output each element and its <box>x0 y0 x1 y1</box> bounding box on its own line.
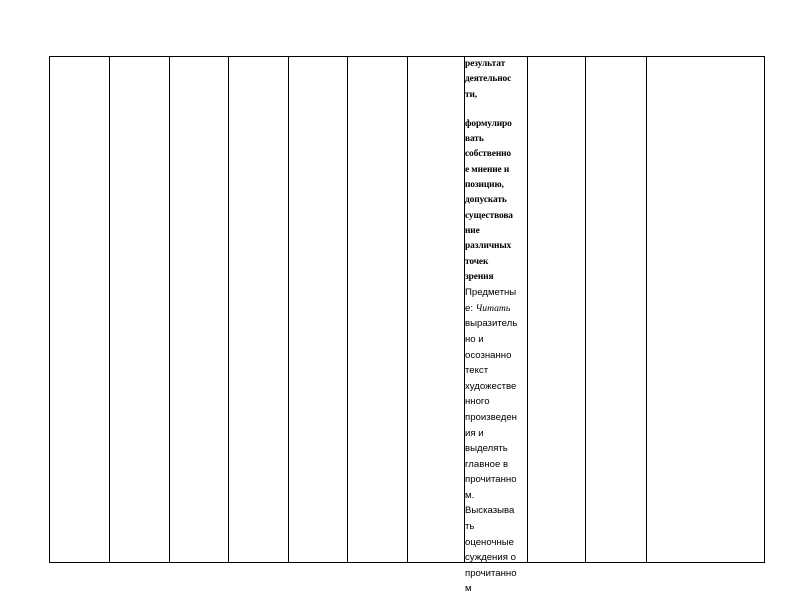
cell-line: ть <box>465 521 475 533</box>
cell-line: осознанно <box>465 349 512 361</box>
cell-text-block-2 <box>465 117 527 285</box>
column-divider <box>527 56 528 563</box>
cell-line: точек <box>465 256 489 267</box>
cell-line: главное в <box>465 458 509 470</box>
table-cell-results <box>465 57 527 595</box>
cell-line: е мнение и <box>465 164 510 175</box>
subject-label-end: е: <box>465 302 476 314</box>
column-divider <box>407 56 408 563</box>
cell-line: выделять <box>465 443 508 455</box>
cell-line: позицию, <box>465 180 504 191</box>
cell-line: ия и <box>465 427 484 439</box>
cell-line <box>465 301 527 317</box>
cell-line: Высказыва <box>465 505 515 517</box>
cell-line: деятельнос <box>465 74 512 85</box>
cell-text-block-1 <box>465 57 527 103</box>
cell-line: м. <box>465 489 475 501</box>
cell-line: результат <box>465 59 506 69</box>
cell-line: различных <box>465 241 512 252</box>
cell-line: выразитель <box>465 318 518 330</box>
cell-line: собственно <box>465 149 512 160</box>
cell-text-block-3 <box>465 285 527 597</box>
column-divider <box>288 56 289 563</box>
cell-line: ние <box>465 225 480 236</box>
column-divider <box>169 56 170 563</box>
subject-label: Предметны <box>465 287 517 299</box>
cell-line: нного <box>465 396 490 408</box>
cell-line: прочитанно <box>465 567 517 579</box>
cell-line: вать <box>465 134 484 145</box>
column-divider <box>109 56 110 563</box>
cell-line: суждения о <box>465 552 516 564</box>
subject-italic-verb: Читать <box>475 302 511 314</box>
cell-line: ти, <box>465 89 478 100</box>
column-divider <box>347 56 348 563</box>
column-divider <box>646 56 647 563</box>
cell-line: существова <box>465 210 513 221</box>
cell-line: допускать <box>465 195 507 206</box>
cell-line: но и <box>465 333 484 345</box>
cell-line: прочитанно <box>465 474 517 486</box>
cell-line: оценочные <box>465 536 515 548</box>
cell-line: художестве <box>465 380 517 392</box>
cell-line: формулиро <box>465 118 512 129</box>
cell-line: м <box>465 583 472 595</box>
cell-line: зрения <box>465 271 494 282</box>
column-divider <box>585 56 586 563</box>
cell-line: произведен <box>465 411 517 423</box>
column-divider <box>228 56 229 563</box>
cell-line: текст <box>465 365 489 377</box>
